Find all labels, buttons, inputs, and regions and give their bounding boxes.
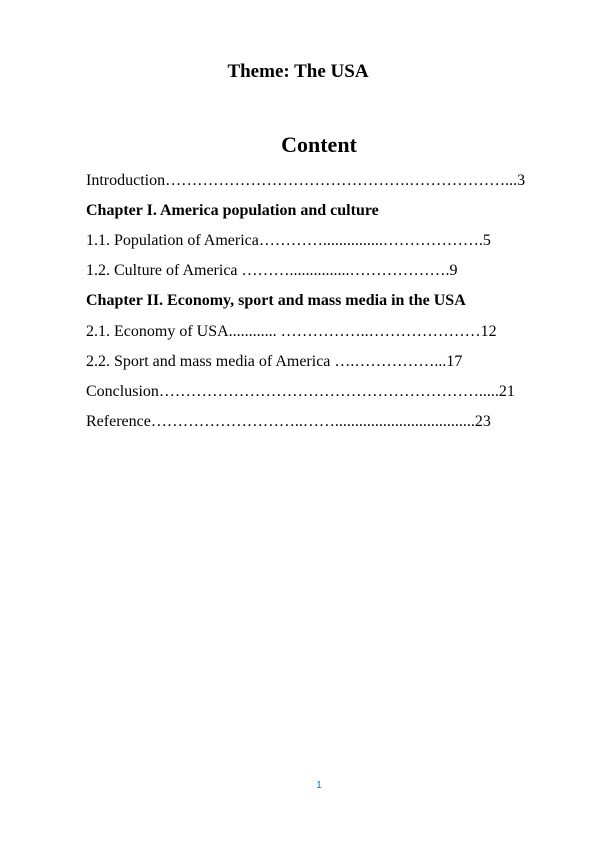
toc-item-conclusion: Conclusion…………………………………………………….....21 bbox=[86, 383, 515, 400]
document-theme-title: Theme: The USA bbox=[227, 61, 369, 82]
toc-item-1-2: 1.2. Culture of America ………...............……………….9 bbox=[86, 262, 458, 279]
toc-item-reference: Reference………………………..……...................................23 bbox=[86, 413, 491, 430]
page-number: 1 bbox=[316, 780, 322, 791]
toc-chapter-2-heading: Chapter II. Economy, sport and mass media in the USA bbox=[86, 292, 466, 309]
toc-item-introduction: Introduction……………………………………….………………...3 bbox=[86, 172, 526, 189]
content-heading: Content bbox=[281, 132, 357, 157]
toc-item-1-1: 1.1. Population of America…………...............……………….5 bbox=[86, 232, 491, 249]
toc-item-2-2: 2.2. Sport and mass media of America ….……………...17 bbox=[86, 353, 463, 370]
toc-chapter-1-heading: Chapter I. America population and culture bbox=[86, 202, 379, 219]
toc-item-2-1: 2.1. Economy of USA............ ……………..…………………12 bbox=[86, 323, 497, 340]
